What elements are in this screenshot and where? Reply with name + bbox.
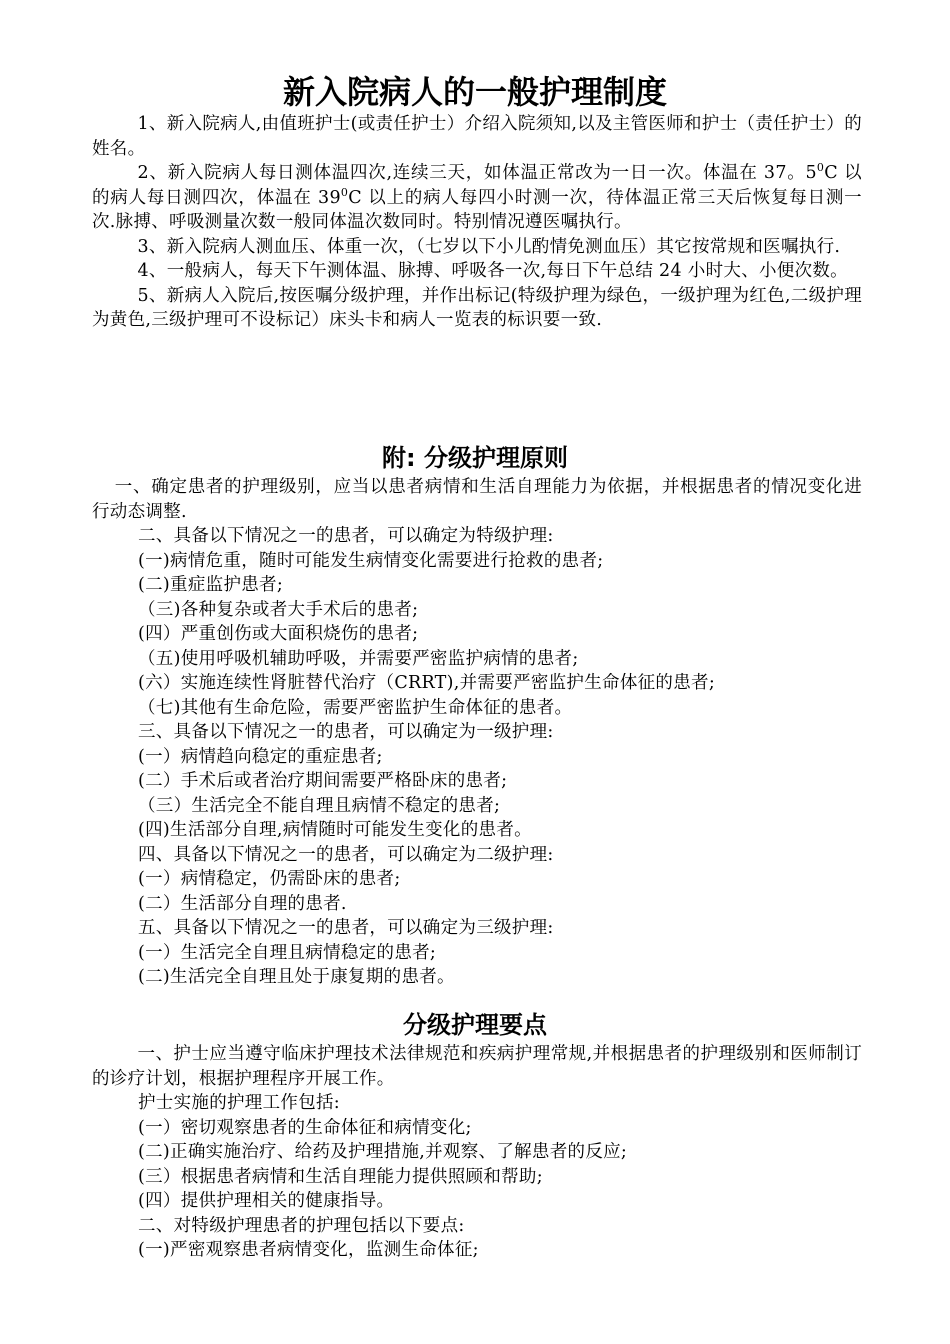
list-item: (一）生活完全自理且病情稳定的患者; [138,942,437,963]
list-item: （三)各种复杂或者大手术后的患者; [138,599,419,620]
rule-3: 3、新入院病人测血压、体重一次，（七岁以下小儿酌情免测血压）其它按常规和医嘱执行. [137,236,841,257]
third-level-heading: 五、具备以下情况之一的患者，可以确定为三级护理: [138,918,554,938]
second-level-heading: 四、具备以下情况之一的患者，可以确定为二级护理: [138,844,554,865]
list-item: (一）密切观察患者的生命体征和病情变化; [138,1117,472,1138]
list-item: (一)严密观察患者病情变化，监测生命体征; [138,1240,479,1260]
list-item: (三）根据患者病情和生活自理能力提供照顾和帮助; [138,1166,543,1187]
list-item: (四）提供护理相关的健康指导。 [138,1191,395,1211]
nurse-work-heading: 护士实施的护理工作包括: [138,1093,340,1113]
page-title: 新入院病人的一般护理制度 [282,73,667,111]
list-item: (二）手术后或者治疗期间需要严格卧床的患者; [138,771,508,791]
list-item: (二）生活部分自理的患者. [138,893,347,914]
section-title-care-key-points: 分级护理要点 [403,1011,547,1039]
rule-4: 4、一般病人，每天下午测体温、脉搏、呼吸各一次,每日下午总结 24 小时大、小便次数。 [137,261,848,281]
list-item: （五)使用呼吸机辅助呼吸，并需要严密监护病情的患者; [138,648,579,669]
grading-principles-section [92,475,862,990]
admission-rules-section [92,112,862,333]
section-title-grading-principles: 附: 分级护理原则 [382,444,568,472]
list-item: (六）实施连续性肾脏替代治疗（CRRT),并需要严密监护生命体征的患者; [138,673,716,693]
list-item: (四)生活部分自理,病情随时可能发生变化的患者。 [138,820,532,840]
key-point-1: 一、护士应当遵守临床护理技术法律规范和疾病护理常规,并根据患者的护理级别和医师制订的诊疗计划，根据护理程序开展工作。 [92,1044,862,1089]
rule-5: 5、新病人入院后,按医嘱分级护理，并作出标记(特级护理为绿色，一级护理为红色,二级护理为黄色,三级护理可不设标记）床头卡和病人一览表的标识要一致. [92,285,862,330]
rule-2: 2、新入院病人每日测体温四次,连续三天，如体温正常改为一日一次。体温在 37。$5^0C$ 以的病人每日测四次，体温在 $39^0C$ 以上的病人每四小时测一次，待体温正常三天后恢复每日测一次.脉搏、呼吸测量次数一般同体温次数同时。特别情况遵医嘱执行。 [92,161,862,232]
key-point-2: 二、对特级护理患者的护理包括以下要点: [138,1215,465,1236]
list-item: （三）生活完全不能自理且病情不稳定的患者; [138,795,501,816]
principle-intro: 一、确定患者的护理级别，应当以患者病情和生活自理能力为依据，并根据患者的情况变化进行动态调整. [92,477,862,522]
care-key-points-section [92,1042,862,1263]
rule-1: 1、新入院病人,由值班护士(或责任护士）介绍入院须知,以及主管医师和护士（责任护士）的姓名。 [92,114,862,159]
special-care-heading: 二、具备以下情况之一的患者，可以确定为特级护理: [138,526,554,546]
list-item: (二)正确实施治疗、给药及护理措施,并观察、了解患者的反应; [138,1142,628,1162]
list-item: (四）严重创伤或大面积烧伤的患者; [138,624,419,644]
list-item: (一)病情危重，随时可能发生病情变化需要进行抢救的患者; [138,550,604,571]
list-item: (二)生活完全自理且处于康复期的患者。 [138,967,455,987]
list-item: (一）病情趋向稳定的重症患者; [138,746,383,767]
list-item: （七)其他有生命危险，需要严密监护生命体征的患者。 [138,697,573,718]
list-item: (二)重症监护患者; [138,575,284,595]
list-item: (一）病情稳定，仍需卧床的患者; [138,869,401,889]
first-level-heading: 三、具备以下情况之一的患者，可以确定为一级护理: [138,722,554,742]
